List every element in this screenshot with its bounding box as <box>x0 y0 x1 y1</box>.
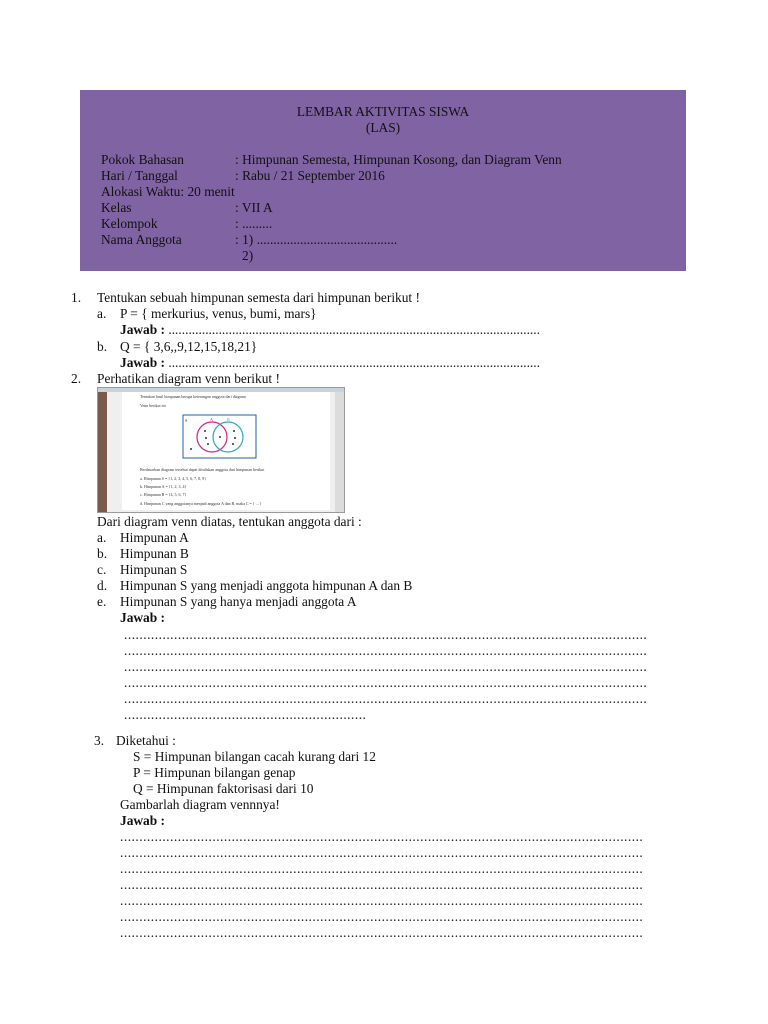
field-value-members-2: 2) <box>242 248 254 263</box>
q3-given-q: Q = Himpunan faktorisasi dari 10 <box>133 781 314 796</box>
q3-answer-line-6: ........................................................................................................................................ <box>120 909 644 924</box>
q3-answer-label: Jawab : <box>120 813 166 828</box>
q3-answer-line-5: ........................................................................................................................................ <box>120 893 644 908</box>
q1b-text: Q = { 3,6,,9,12,15,18,21} <box>120 339 258 354</box>
q1a-answer-dots: ............................................................................................................... <box>165 322 540 337</box>
shot-text-3: b. Himpunan A = {1, 2, 3, 4} <box>140 484 187 489</box>
q2d-letter: d. <box>97 578 108 593</box>
shot-top-text: Tentukan hasil himpunan berupa keterangan anggota dari diagram <box>140 394 246 399</box>
q3-given-p: P = Himpunan bilangan genap <box>133 765 296 780</box>
q2-answer-line-1: ........................................................................................................................................ <box>124 627 648 642</box>
shot-text-2: a. Himpunan S = {1, 2, 3, 4, 5, 6, 7, 8, 9} <box>140 476 206 481</box>
field-label-time-text: Alokasi Waktu <box>101 184 181 199</box>
q1b-answer-label: Jawab : <box>120 355 166 370</box>
q1a-text: P = { merkurius, venus, bumi, mars} <box>120 306 317 321</box>
q1-text: Tentukan sebuah himpunan semesta dari himpunan berikut ! <box>97 290 420 305</box>
q2-text: Perhatikan diagram venn berikut ! <box>97 371 280 386</box>
q2-answer-line-6: ............................................................... <box>124 707 367 722</box>
q2-prompt: Dari diagram venn diatas, tentukan anggota dari : <box>97 514 362 529</box>
q2c-text: Himpunan S <box>120 562 188 577</box>
q2-answer-line-4: ........................................................................................................................................ <box>124 675 648 690</box>
field-label-date: Hari / Tanggal <box>101 168 178 183</box>
q2d-text: Himpunan S yang menjadi anggota himpunan A dan B <box>120 578 413 593</box>
q3-answer-line-2: ........................................................................................................................................ <box>120 845 644 860</box>
q3-text: Diketahui : <box>116 733 176 748</box>
q2-answer-label: Jawab : <box>120 610 166 625</box>
screenshot-left-panel <box>98 392 107 512</box>
q2-answer-line-5: ........................................................................................................................................ <box>124 691 648 706</box>
venn-label-b: B <box>227 417 230 422</box>
venn-label-s: S <box>185 418 188 423</box>
field-label-group: Kelompok <box>101 216 158 231</box>
venn-diagram <box>182 414 258 460</box>
shot-text-4: c. Himpunan B = {4, 5, 6, 7} <box>140 492 187 497</box>
q2a-text: Himpunan A <box>120 530 189 545</box>
header-box <box>80 90 686 271</box>
q1a-answer-label: Jawab : <box>120 322 166 337</box>
q3-answer-line-3: ........................................................................................................................................ <box>120 861 644 876</box>
worksheet-title: LEMBAR AKTIVITAS SISWA <box>296 104 470 119</box>
q2a-letter: a. <box>97 530 107 545</box>
q1b-answer-line <box>120 355 540 371</box>
screenshot-page <box>122 392 330 510</box>
q2-answer-line-2: ........................................................................................................................................ <box>124 643 648 658</box>
q3-instruction: Gambarlah diagram vennnya! <box>120 797 280 812</box>
q2b-letter: b. <box>97 546 108 561</box>
field-value-class: : VII A <box>235 200 273 215</box>
q2b-text: Himpunan B <box>120 546 189 561</box>
field-label-topic: Pokok Bahasan <box>101 152 184 167</box>
shot-text-1: Berdasarkan diagram tersebut dapat dituliskan anggota dari himpunan berikut <box>140 467 265 472</box>
field-value-date: : Rabu / 21 September 2016 <box>235 168 385 183</box>
q3-answer-line-7: ........................................................................................................................................ <box>120 925 644 940</box>
q1a-letter: a. <box>97 306 107 321</box>
q2-number: 2. <box>71 371 82 386</box>
field-label-time <box>101 184 235 200</box>
q3-answer-line-1: ........................................................................................................................................ <box>120 829 644 844</box>
field-value-group: : ......... <box>235 216 273 231</box>
q3-answer-line-4: ........................................................................................................................................ <box>120 877 644 892</box>
q1b-letter: b. <box>97 339 108 354</box>
q1-number: 1. <box>71 290 82 305</box>
field-label-class: Kelas <box>101 200 132 215</box>
q2e-letter: e. <box>97 594 107 609</box>
worksheet-subtitle: (LAS) <box>365 120 401 135</box>
venn-label-a: A <box>210 417 213 422</box>
q2c-letter: c. <box>97 562 107 577</box>
q2e-text: Himpunan S yang hanya menjadi anggota A <box>120 594 357 609</box>
field-value-members: : 1) .......................................... <box>235 232 398 247</box>
shot-line2: Venn berikut ini <box>140 403 166 408</box>
field-value-topic: : Himpunan Semesta, Himpunan Kosong, dan Diagram Venn <box>235 152 562 167</box>
q1b-answer-dots: ............................................................................................................... <box>165 355 540 370</box>
field-label-members: Nama Anggota <box>101 232 182 247</box>
q1a-answer-line <box>120 322 540 338</box>
q2-answer-line-3: ........................................................................................................................................ <box>124 659 648 674</box>
venn-screenshot <box>97 387 345 513</box>
q3-number: 3. <box>94 733 105 748</box>
screenshot-scrollbar <box>335 392 344 512</box>
shot-text-5: d. Himpunan C yang anggotanya menjadi anggota A dan B, maka C = { ... } <box>140 501 262 506</box>
field-value-time: : 20 menit <box>180 184 235 199</box>
q3-given-s: S = Himpunan bilangan cacah kurang dari 12 <box>133 749 376 764</box>
